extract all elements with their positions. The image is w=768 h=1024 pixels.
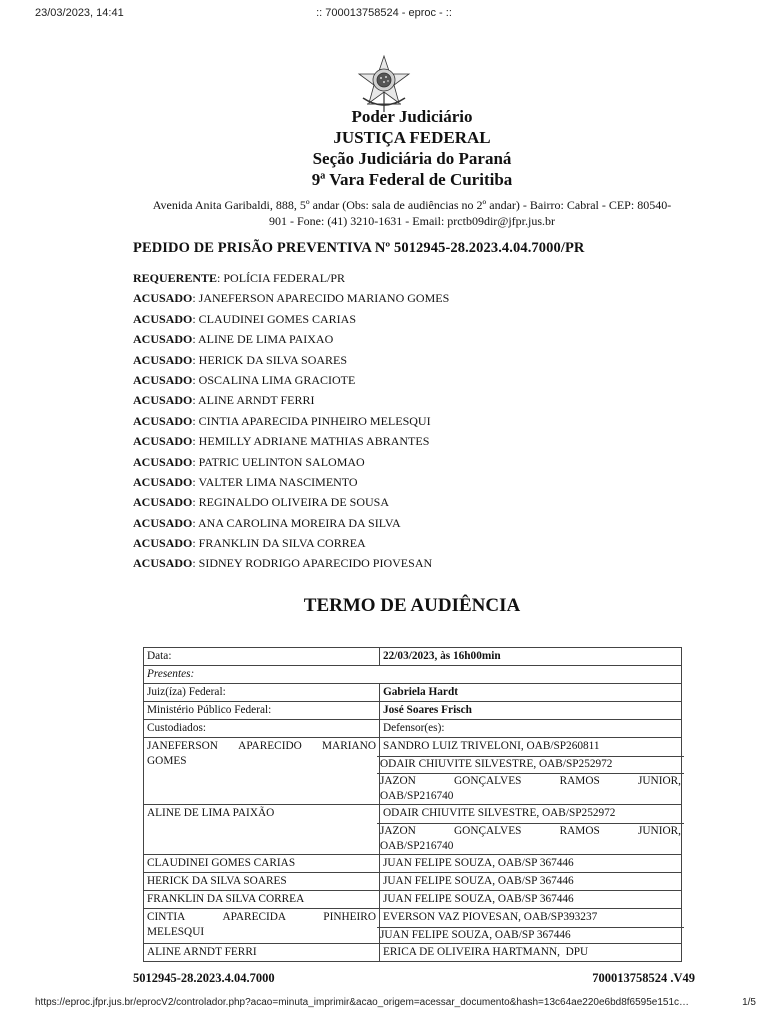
- table-row: [144, 666, 682, 684]
- party-role: ACUSADO: [133, 515, 193, 530]
- name-part: PINHEIRO: [323, 911, 376, 923]
- party-role: ACUSADO: [133, 495, 193, 510]
- party-role: ACUSADO: [133, 413, 193, 428]
- party-role: ACUSADO: [133, 474, 193, 489]
- custody-name: ALINE DE LIMA PAIXÃO: [144, 805, 380, 855]
- party-row: [133, 268, 449, 288]
- address-line-1: Avenida Anita Garibaldi, 888, 5º andar (Obs: sala de audiências no 2º andar) - Bairro: Cabral - CEP: 80540-: [152, 198, 672, 212]
- party-row: [133, 513, 449, 533]
- footer-document-id: 700013758524 .V49: [592, 971, 695, 985]
- mpf-label: Ministério Público Federal:: [144, 702, 380, 720]
- defender-entry: JUAN FELIPE SOUZA, OAB/SP 367446: [380, 891, 682, 909]
- party-name: : JANEFERSON APARECIDO MARIANO GOMES: [192, 291, 450, 306]
- party-name: : FRANKLIN DA SILVA CORREA: [192, 536, 366, 551]
- court-line-1: Poder Judiciário: [351, 107, 473, 126]
- party-name: : PATRIC UELINTON SALOMAO: [192, 454, 365, 469]
- name-part: APARECIDA: [222, 911, 287, 923]
- name-part: GOMES: [147, 755, 187, 767]
- table-row: [144, 944, 682, 962]
- party-row: [133, 553, 449, 573]
- party-row: [133, 431, 449, 451]
- defender-entry: JUAN FELIPE SOUZA, OAB/SP 367446: [380, 855, 682, 873]
- party-name: : CINTIA APARECIDA PINHEIRO MELESQUI: [192, 413, 431, 428]
- name-part: MARIANO: [322, 740, 376, 752]
- defender-entry: EVERSON VAZ PIOVESAN, OAB/SP393237: [383, 911, 598, 923]
- party-row: [133, 411, 449, 431]
- party-role: ACUSADO: [133, 311, 193, 326]
- judge-value: Gabriela Hardt: [380, 684, 682, 702]
- address-line-2: 901 - Fone: (41) 3210-1631 - Email: prctb09dir@jfpr.jus.br: [268, 214, 555, 228]
- party-name: : SIDNEY RODRIGO APARECIDO PIOVESAN: [192, 556, 433, 571]
- party-name: : ALINE ARNDT FERRI: [192, 393, 315, 408]
- party-role: ACUSADO: [133, 556, 193, 571]
- print-title: :: 700013758524 - eproc - ::: [316, 7, 452, 19]
- court-line-4: 9ª Vara Federal de Curitiba: [311, 170, 513, 189]
- party-row: [133, 288, 449, 308]
- defender-part: OAB/SP216740: [380, 790, 454, 802]
- name-part: JANEFERSON: [147, 740, 218, 752]
- table-row: [144, 702, 682, 720]
- party-row: [133, 390, 449, 410]
- party-role: ACUSADO: [133, 434, 193, 449]
- parties-list: [133, 268, 449, 574]
- defender-part: OAB/SP216740: [380, 840, 454, 852]
- defender-part: RAMOS: [559, 775, 600, 787]
- mpf-value: José Soares Frisch: [380, 702, 682, 720]
- print-header: [0, 4, 768, 20]
- print-footer: [0, 996, 768, 1016]
- defender-part: JUNIOR,: [638, 825, 681, 837]
- party-name: : OSCALINA LIMA GRACIOTE: [192, 372, 356, 387]
- defender-entry: JUAN FELIPE SOUZA, OAB/SP 367446: [380, 873, 682, 891]
- defender-part: JAZON: [380, 775, 416, 787]
- defender-entry: JUAN FELIPE SOUZA, OAB/SP 367446: [377, 927, 684, 943]
- custody-name: FRANKLIN DA SILVA CORREA: [144, 891, 380, 909]
- party-role: ACUSADO: [133, 372, 193, 387]
- court-line-3: Seção Judiciária do Paraná: [312, 149, 512, 168]
- defender-part: RAMOS: [559, 825, 600, 837]
- defender-cell: [380, 909, 682, 944]
- party-name: : POLÍCIA FEDERAL/PR: [217, 271, 346, 285]
- court-address: [130, 197, 694, 229]
- date-value: 22/03/2023, às 16h00min: [380, 648, 682, 666]
- table-row: [144, 684, 682, 702]
- defender-entry: ERICA DE OLIVEIRA HARTMANN, DPU: [380, 944, 682, 962]
- case-title: PEDIDO DE PRISÃO PREVENTIVA Nº 5012945-28.2023.4.04.7000/PR: [133, 240, 585, 256]
- party-name: : VALTER LIMA NASCIMENTO: [192, 474, 358, 489]
- defender-label: Defensor(es):: [380, 720, 682, 738]
- party-name: : REGINALDO OLIVEIRA DE SOUSA: [192, 495, 390, 510]
- party-row: [133, 329, 449, 349]
- party-row: [133, 309, 449, 329]
- defender-entry: ODAIR CHIUVITE SILVESTRE, OAB/SP252972: [383, 807, 616, 819]
- party-role: ACUSADO: [133, 352, 193, 367]
- table-row: [144, 738, 682, 805]
- name-part: CINTIA: [147, 911, 186, 923]
- party-row: [133, 350, 449, 370]
- party-row: [133, 452, 449, 472]
- custody-name: [144, 738, 380, 805]
- coat-of-arms-icon: [357, 54, 411, 114]
- defender-entry: SANDRO LUIZ TRIVELONI, OAB/SP260811: [383, 740, 600, 752]
- footer-process-number: 5012945-28.2023.4.04.7000: [133, 971, 275, 985]
- table-row: [144, 648, 682, 666]
- party-name: : ALINE DE LIMA PAIXAO: [192, 332, 334, 347]
- defender-cell: [380, 805, 682, 855]
- court-line-2: JUSTIÇA FEDERAL: [333, 128, 491, 147]
- print-url: https://eproc.jfpr.jus.br/eprocV2/controlador.php?acao=minuta_imprimir&acao_origem=acessar_documento&hash=13c64ae220e6bd8f6595e151c…: [35, 997, 690, 1008]
- defender-entry: [377, 773, 684, 804]
- defender-part: JAZON: [380, 825, 416, 837]
- present-label: Presentes:: [144, 666, 682, 684]
- custody-name: CLAUDINEI GOMES CARIAS: [144, 855, 380, 873]
- defender-entry: ODAIR CHIUVITE SILVESTRE, OAB/SP252972: [377, 756, 684, 772]
- party-role: ACUSADO: [133, 332, 193, 347]
- table-row: [144, 855, 682, 873]
- party-name: : HEMILLY ADRIANE MATHIAS ABRANTES: [192, 434, 430, 449]
- party-role: ACUSADO: [133, 393, 193, 408]
- hearing-term-title: TERMO DE AUDIÊNCIA: [303, 595, 521, 616]
- party-row: [133, 492, 449, 512]
- name-part: APARECIDO: [238, 740, 302, 752]
- custody-name: [144, 909, 380, 944]
- party-row: [133, 370, 449, 390]
- party-name: : ANA CAROLINA MOREIRA DA SILVA: [192, 515, 401, 530]
- party-role: ACUSADO: [133, 454, 193, 469]
- party-name: : HERICK DA SILVA SOARES: [192, 352, 348, 367]
- judge-label: Juiz(íza) Federal:: [144, 684, 380, 702]
- defender-cell: [380, 738, 682, 805]
- custody-label: Custodiados:: [144, 720, 380, 738]
- table-row: [144, 891, 682, 909]
- party-role: ACUSADO: [133, 536, 193, 551]
- table-row: [144, 805, 682, 855]
- party-role: ACUSADO: [133, 291, 193, 306]
- party-row: [133, 533, 449, 553]
- defender-part: JUNIOR,: [638, 775, 681, 787]
- table-row: [144, 909, 682, 944]
- custody-name: ALINE ARNDT FERRI: [144, 944, 380, 962]
- print-datetime: 23/03/2023, 14:41: [35, 7, 124, 19]
- page-number: 1/5: [742, 997, 756, 1008]
- party-name: : CLAUDINEI GOMES CARIAS: [192, 311, 357, 326]
- defender-part: GONÇALVES: [454, 825, 522, 837]
- custody-name: HERICK DA SILVA SOARES: [144, 873, 380, 891]
- table-row: [144, 720, 682, 738]
- party-row: [133, 472, 449, 492]
- table-row: [144, 873, 682, 891]
- name-part: MELESQUI: [147, 926, 205, 938]
- defender-part: GONÇALVES: [454, 775, 522, 787]
- date-label: Data:: [144, 648, 380, 666]
- party-role: REQUERENTE: [133, 271, 218, 285]
- defender-entry: [377, 823, 684, 854]
- hearing-table: [143, 647, 682, 962]
